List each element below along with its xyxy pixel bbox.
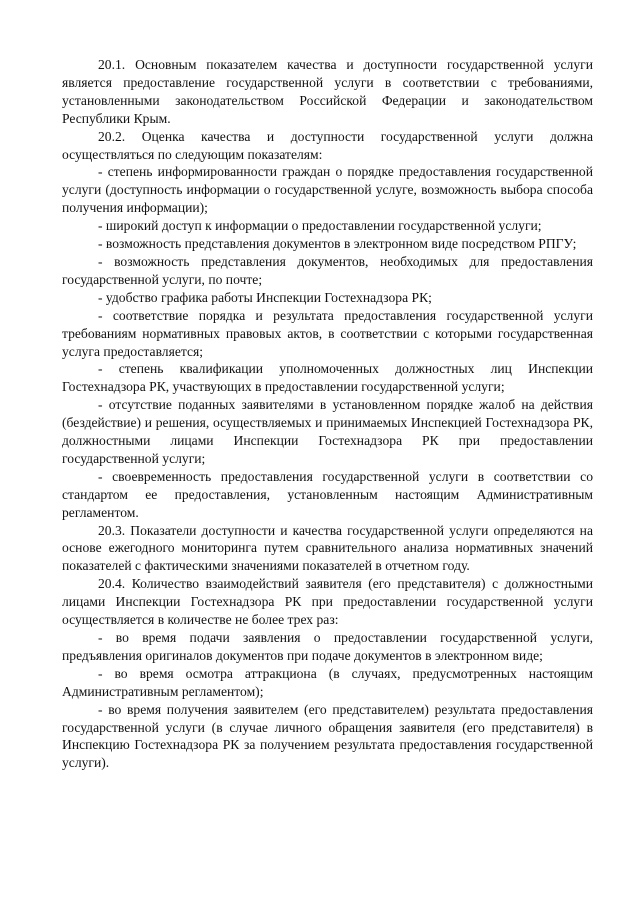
list-item-informedness: - степень информированности граждан о порядке предоставления государственной услуги (доступность информации о государственной услуге, возможность выбора способа получения информации);	[62, 164, 593, 216]
list-item-schedule: - удобство графика работы Инспекции Гостехнадзора РК;	[98, 289, 432, 305]
paragraph-20-3: 20.3. Показатели доступности и качества государственной услуги определяются на основе ежегодного мониторинга путем сравнительного анализа нормативных значений показателей с фактическими значениями показателей в отчетном году.	[62, 522, 593, 574]
paragraph-20-1: 20.1. Основным показателем качества и доступности государственной услуги является предоставление государственной услуги в соответствии с требованиями, установленными законодательством Российской Федерации и законодательством Республики Крым.	[62, 57, 593, 126]
list-item-wide-access: - широкий доступ к информации о предоставлении государственной услуги;	[98, 218, 542, 234]
document-page	[62, 56, 593, 772]
paragraph-20-4: 20.4. Количество взаимодействий заявителя (его представителя) с должностными лицами Инспекции Гостехнадзора РК при предоставлении государственной услуги осуществляется в количестве не более трех раз:	[62, 576, 593, 628]
list-item-timeliness: - своевременность предоставления государственной услуги в соответствии со стандартом ее предоставления, установленным настоящим Административным регламентом.	[62, 468, 593, 520]
list-item-qualification: - степень квалификации уполномоченных должностных лиц Инспекции Гостехнадзора РК, участвующих в предоставлении государственной услуги;	[62, 361, 593, 395]
list-item-inspection: - во время осмотра аттракциона (в случаях, предусмотренных настоящим Административным регламентом);	[62, 665, 593, 699]
list-item-result: - во время получения заявителем (его представителем) результата предоставления государственной услуги (в случае личного обращения заявителя (его представителя) в Инспекцию Гостехнадзора РК за получением результата предоставления государственной услуги).	[62, 701, 593, 771]
list-item-application: - во время подачи заявления о предоставлении государственной услуги, предъявления оригиналов документов при подаче документов в электронном виде;	[62, 630, 593, 663]
list-item-electronic-submission: - возможность представления документов в электронном виде посредством РПГУ;	[98, 236, 577, 252]
paragraph-20-2: 20.2. Оценка качества и доступности государственной услуги должна осуществляться по следующим показателям:	[62, 128, 593, 162]
list-item-no-complaints: - отсутствие поданных заявителями в установленном порядке жалоб на действия (бездействие) и решения, осуществляемых и принимаемых Инспекцией Гостехнадзора РК, должностными лицами Инспекции Гостехнадзора РК при предоставлении государственной услуги;	[62, 397, 593, 466]
list-item-postal-submission: - возможность представления документов, необходимых для предоставления государственной услуги, по почте;	[62, 253, 593, 287]
list-item-compliance: - соответствие порядка и результата предоставления государственной услуги требованиям нормативных правовых актов, в соответствии с которыми государственная услуга предоставляется;	[62, 307, 593, 359]
